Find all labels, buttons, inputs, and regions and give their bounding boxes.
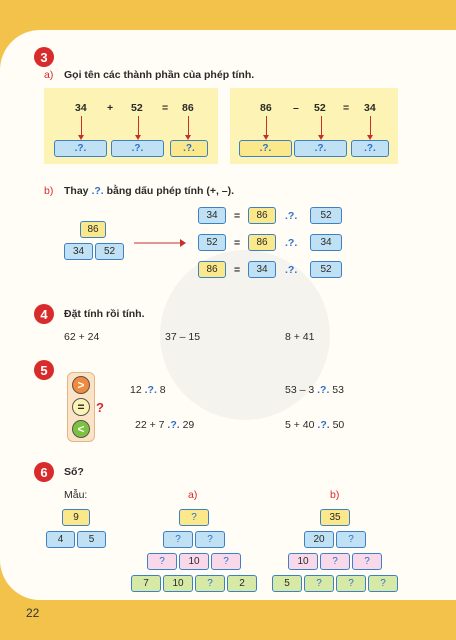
ex3-b-instruction bbox=[64, 185, 234, 197]
eq2-result: 34 bbox=[364, 102, 376, 114]
equals-icon: = bbox=[72, 398, 90, 416]
pyr-b-cell[interactable]: ? bbox=[352, 553, 382, 570]
arrow-down bbox=[321, 116, 322, 136]
eq2-equals: = bbox=[343, 102, 350, 114]
ex5-item-3-blank[interactable]: .?. bbox=[167, 419, 180, 431]
ex3-a-instruction: Gọi tên các thành phần của phép tính. bbox=[64, 69, 255, 81]
ex5-item-3-post: 29 bbox=[182, 419, 195, 431]
exercise-3-badge: 3 bbox=[34, 47, 54, 67]
eq1-term-1: 34 bbox=[75, 102, 87, 114]
row3-c: 52 bbox=[310, 261, 342, 278]
ex5-item-3-pre: 22 + 7 bbox=[135, 419, 165, 431]
pyr-b-cell: 35 bbox=[320, 509, 350, 526]
eq1-equals: = bbox=[162, 102, 169, 114]
pyr-a-cell: 10 bbox=[179, 553, 209, 570]
pyr-b-cell[interactable]: ? bbox=[336, 531, 366, 548]
row1-blank[interactable]: .?. bbox=[285, 210, 298, 222]
ex5-item-2 bbox=[285, 384, 344, 396]
row2-a: 52 bbox=[198, 234, 226, 251]
arrow-down bbox=[188, 116, 189, 136]
blank-box[interactable] bbox=[351, 140, 389, 157]
ex5-item-4-post: 50 bbox=[332, 419, 345, 431]
pyr-b-cell[interactable]: ? bbox=[320, 553, 350, 570]
row2-equals: = bbox=[234, 237, 241, 249]
triangle-top: 86 bbox=[80, 221, 106, 238]
row2-b: 86 bbox=[248, 234, 276, 251]
blank-box[interactable] bbox=[294, 140, 347, 157]
ex5-item-1-blank[interactable]: .?. bbox=[144, 384, 157, 396]
arrow-down bbox=[266, 116, 267, 136]
row2-blank[interactable]: .?. bbox=[285, 237, 298, 249]
triangle-right: 52 bbox=[95, 243, 124, 260]
pyr-a-cell[interactable]: ? bbox=[195, 531, 225, 548]
pyr-b-cell[interactable]: ? bbox=[304, 575, 334, 592]
arrow-down bbox=[81, 116, 82, 136]
sample-right: 5 bbox=[77, 531, 106, 548]
pyr-a-cell: 10 bbox=[163, 575, 193, 592]
pyr-b-cell: 10 bbox=[288, 553, 318, 570]
row3-blank[interactable]: .?. bbox=[285, 264, 298, 276]
blank-box[interactable] bbox=[239, 140, 292, 157]
blank-placeholder: .?. bbox=[74, 143, 87, 154]
ex4-item-2: 37 – 15 bbox=[165, 331, 201, 343]
pyr-b-cell: 20 bbox=[304, 531, 334, 548]
blank-placeholder: .?. bbox=[259, 143, 272, 154]
ex5-item-4-pre: 5 + 40 bbox=[285, 419, 315, 431]
pyr-a-cell[interactable]: ? bbox=[147, 553, 177, 570]
blank-placeholder: .?. bbox=[364, 143, 376, 154]
ex6-instruction: Số? bbox=[64, 466, 84, 478]
ex6-a-label: a) bbox=[188, 489, 198, 501]
row1-a: 34 bbox=[198, 207, 226, 224]
right-arrow-icon bbox=[134, 238, 186, 248]
ex5-item-2-pre: 53 – 3 bbox=[285, 384, 315, 396]
eq2-term-2: 52 bbox=[314, 102, 326, 114]
ex5-item-2-post: 53 bbox=[332, 384, 344, 396]
exercise-4-badge: 4 bbox=[34, 304, 54, 324]
row1-equals: = bbox=[234, 210, 241, 222]
blank-box[interactable] bbox=[54, 140, 107, 157]
ex3-b-text-1: Thay bbox=[64, 185, 89, 197]
pyr-a-cell[interactable]: ? bbox=[179, 509, 209, 526]
less-than-icon: < bbox=[72, 420, 90, 438]
pyr-b-cell: 5 bbox=[272, 575, 302, 592]
ex5-item-4-blank[interactable]: .?. bbox=[317, 419, 330, 431]
row3-equals: = bbox=[234, 264, 241, 276]
ex6-b-label: b) bbox=[330, 489, 340, 501]
ex3-b-label: b) bbox=[44, 185, 54, 197]
exercise-6-badge: 6 bbox=[34, 462, 54, 482]
sample-top: 9 bbox=[62, 509, 90, 526]
eq2-operator: – bbox=[293, 102, 299, 114]
ex4-instruction: Đặt tính rồi tính. bbox=[64, 308, 145, 320]
blank-box[interactable] bbox=[170, 140, 208, 157]
pyr-a-cell[interactable]: ? bbox=[211, 553, 241, 570]
ex5-item-3 bbox=[135, 419, 194, 431]
ex3-a-label: a) bbox=[44, 69, 54, 81]
eq1-term-2: 52 bbox=[131, 102, 143, 114]
question-mark: ? bbox=[96, 400, 104, 415]
row3-a: 86 bbox=[198, 261, 226, 278]
ex5-item-1 bbox=[130, 384, 166, 396]
ex3-b-text-2: bằng dấu phép tính (+, –). bbox=[106, 185, 235, 197]
eq1-result: 86 bbox=[182, 102, 194, 114]
ex4-item-3: 8 + 41 bbox=[285, 331, 315, 343]
arrow-down bbox=[138, 116, 139, 136]
triangle-left: 34 bbox=[64, 243, 93, 260]
row2-c: 34 bbox=[310, 234, 342, 251]
blank-placeholder: .?. bbox=[91, 185, 104, 197]
ex5-item-1-pre: 12 bbox=[130, 384, 142, 396]
blank-placeholder: .?. bbox=[183, 143, 195, 154]
ex5-item-2-blank[interactable]: .?. bbox=[317, 384, 330, 396]
row1-b: 86 bbox=[248, 207, 276, 224]
pyr-a-cell: 2 bbox=[227, 575, 257, 592]
eq2-term-1: 86 bbox=[260, 102, 272, 114]
blank-box[interactable] bbox=[111, 140, 164, 157]
ex5-item-4 bbox=[285, 419, 344, 431]
eq1-operator: + bbox=[107, 102, 114, 114]
row3-b: 34 bbox=[248, 261, 276, 278]
pyr-a-cell[interactable]: ? bbox=[163, 531, 193, 548]
blank-placeholder: .?. bbox=[314, 143, 327, 154]
sample-label: Mẫu: bbox=[64, 489, 88, 501]
pyr-b-cell[interactable]: ? bbox=[336, 575, 366, 592]
page-number: 22 bbox=[26, 606, 40, 620]
pyr-a-cell: 7 bbox=[131, 575, 161, 592]
blank-placeholder: .?. bbox=[131, 143, 144, 154]
sample-left: 4 bbox=[46, 531, 75, 548]
arrow-down bbox=[370, 116, 371, 136]
ex5-item-1-post: 8 bbox=[159, 384, 166, 396]
greater-than-icon: > bbox=[72, 376, 90, 394]
pyr-b-cell[interactable]: ? bbox=[368, 575, 398, 592]
ex4-item-1: 62 + 24 bbox=[64, 331, 100, 343]
row1-c: 52 bbox=[310, 207, 342, 224]
pyr-a-cell[interactable]: ? bbox=[195, 575, 225, 592]
exercise-5-badge: 5 bbox=[34, 360, 54, 380]
